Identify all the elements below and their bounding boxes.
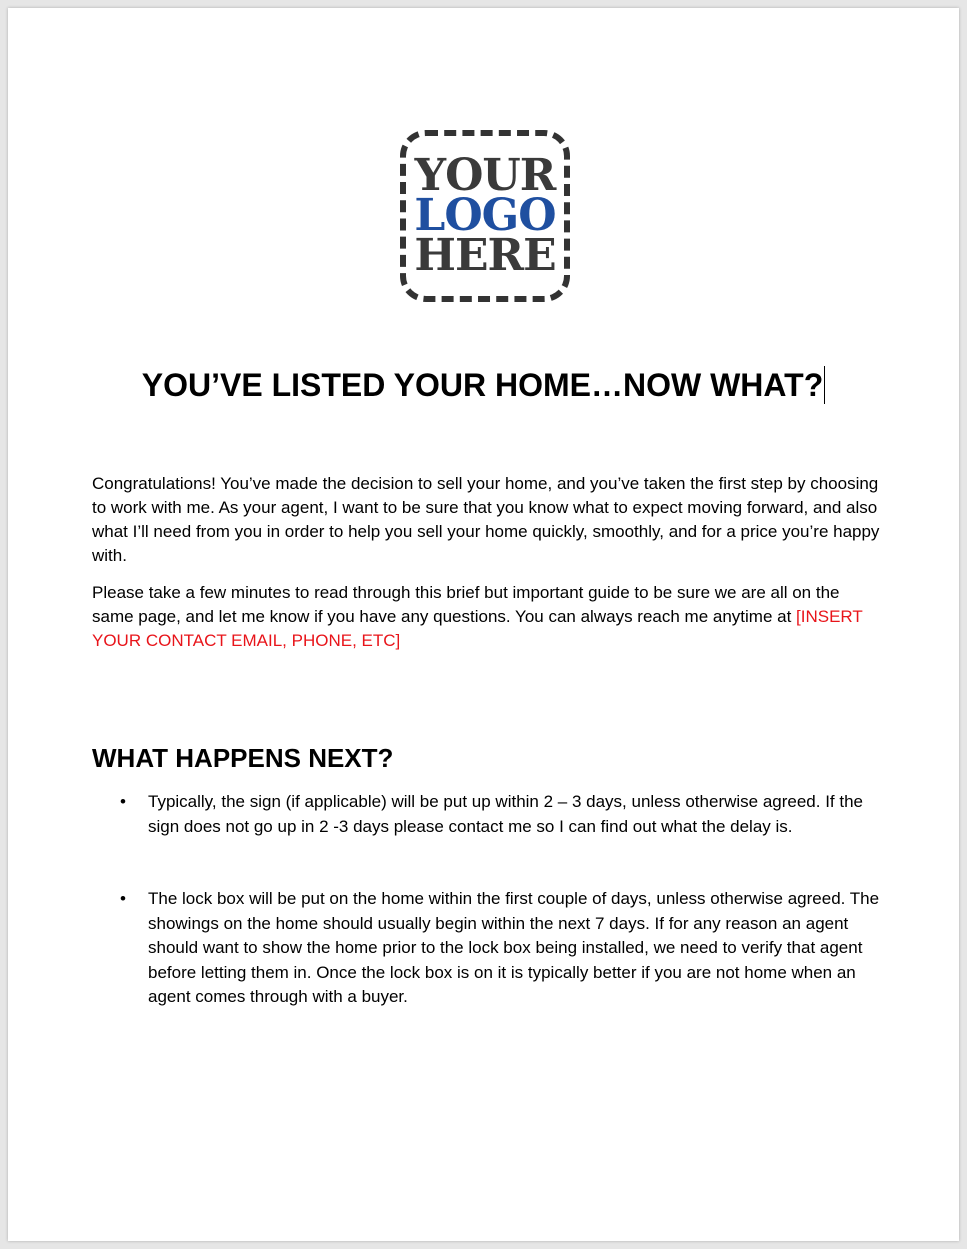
logo-placeholder bbox=[400, 130, 570, 302]
text-cursor bbox=[824, 366, 825, 404]
contact-placeholder: [INSERT YOUR CONTACT EMAIL, PHONE, ETC] bbox=[92, 607, 863, 650]
intro-paragraph-1: Congratulations! You’ve made the decision to sell your home, and you’ve taken the first step by choosing to work with me. As your agent, I want to be sure that you know what to expect moving forward, and also what I’ll need from you in order to help you sell your home quickly, smoothly, and for a price you’re happy with. bbox=[92, 474, 880, 565]
intro-paragraph-2-text: Please take a few minutes to read through this brief but important guide to be sure we are all on the same page, and let me know if you have any questions. You can always reach me anytime at bbox=[92, 583, 840, 626]
bullet-item bbox=[120, 790, 883, 839]
logo-line-here: HERE bbox=[414, 230, 556, 281]
bullet-item bbox=[120, 887, 883, 1010]
bullet-icon: • bbox=[120, 792, 126, 811]
bullet-icon: • bbox=[120, 889, 126, 908]
document-title-block[interactable] bbox=[8, 366, 959, 404]
section-heading: WHAT HAPPENS NEXT? bbox=[92, 743, 394, 773]
document-page bbox=[8, 8, 959, 1241]
document-title: YOU’VE LISTED YOUR HOME…NOW WHAT? bbox=[141, 367, 824, 403]
logo-line-logo: LOGO bbox=[414, 190, 556, 241]
bullet-text: The lock box will be put on the home within the first couple of days, unless otherwise agreed. The showings on the home should usually begin within the next 7 days. If for any reason an agent should want to show the home prior to the lock box being installed, we need to verify that agent before letting them in. Once the lock box is on it is typically better if you are not home when an agent comes through with a buyer. bbox=[148, 889, 880, 1006]
logo-line-your: YOUR bbox=[414, 150, 556, 201]
bullet-text: Typically, the sign (if applicable) will be put up within 2 – 3 days, unless otherwise agreed. If the sign does not go up in 2 -3 days please contact me so I can find out what the delay is. bbox=[148, 792, 864, 836]
intro-paragraph-2 bbox=[92, 581, 882, 653]
